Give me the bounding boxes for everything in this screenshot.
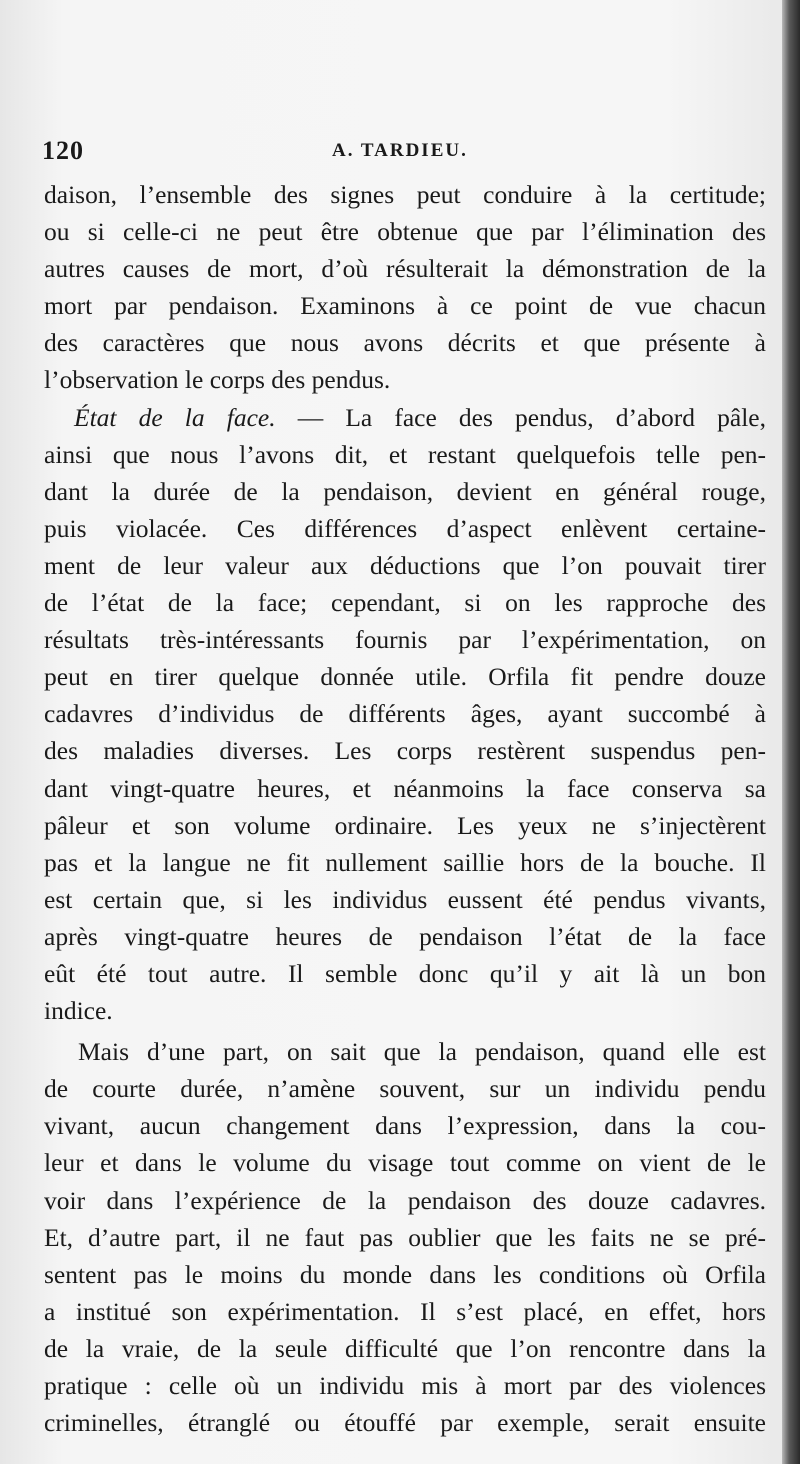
page-header bbox=[42, 136, 762, 172]
text-line: est certain que, si les individus eussent été pendus vivants, bbox=[44, 884, 766, 914]
text-line: ou si celle-ci ne peut être obtenue que par l’élimination des bbox=[44, 217, 766, 247]
text-line: mort par pendaison. Examinons à ce point de vue chacun bbox=[44, 291, 766, 321]
text-line: pas et la langue ne fit nullement saillie hors de la bouche. Il bbox=[44, 847, 766, 877]
page-edge-shadow bbox=[782, 0, 800, 1464]
text-line: criminelles, étranglé ou étouffé par exemple, serait ensuite bbox=[44, 1408, 766, 1438]
text-line: puis violacée. Ces différences d’aspect enlèvent certaine- bbox=[44, 513, 766, 543]
text-line: de courte durée, n’amène souvent, sur un individu pendu bbox=[44, 1074, 766, 1104]
text-line: dant vingt-quatre heures, et néanmoins la face conserva sa bbox=[44, 773, 766, 803]
text-line: de la vraie, de la seule difficulté que l’on rencontre dans la bbox=[44, 1333, 766, 1363]
text-line: eût été tout autre. Il semble donc qu’il y ait là un bon bbox=[44, 958, 766, 988]
text-line: pratique : celle où un individu mis à mort par des violences bbox=[44, 1371, 766, 1400]
text-line: ainsi que nous l’avons dit, et restant quelquefois telle pen- bbox=[44, 439, 766, 469]
text-line: sentent pas le moins du monde dans les conditions où Orfila bbox=[44, 1259, 766, 1289]
text-line: dant la durée de la pendaison, devient en général rouge, bbox=[44, 476, 766, 506]
text-line: vivant, aucun changement dans l’expression, dans la cou- bbox=[44, 1111, 766, 1141]
text-line: peut en tirer quelque donnée utile. Orfila fit pendre douze bbox=[44, 662, 766, 692]
text-line: voir dans l’expérience de la pendaison des douze cadavres. bbox=[44, 1185, 766, 1215]
text-line: des maladies diverses. Les corps restèrent suspendus pen- bbox=[44, 736, 766, 766]
text-fragment: — La face des pendus, d’abord pâle, bbox=[297, 402, 766, 432]
text-line: après vingt-quatre heures de pendaison l’état de la face bbox=[44, 921, 766, 951]
text-line: indice. bbox=[44, 996, 113, 1026]
paragraph-first-line bbox=[44, 399, 766, 436]
body-text bbox=[44, 176, 766, 1441]
text-line: daison, l’ensemble des signes peut conduire à la certitude; bbox=[44, 180, 766, 209]
text-line: ment de leur valeur aux déductions que l’on pouvait tirer bbox=[44, 550, 766, 580]
text-line: Mais d’une part, on sait que la pendaison, quand elle est bbox=[78, 1037, 766, 1067]
text-line: a institué son expérimentation. Il s’est placé, en effet, hors bbox=[44, 1296, 766, 1326]
text-line: Et, d’autre part, il ne faut pas oublier que les faits ne se pré- bbox=[44, 1222, 766, 1252]
section-heading: État de la face. bbox=[74, 402, 276, 432]
text-line: pâleur et son volume ordinaire. Les yeux ne s’injectèrent bbox=[44, 810, 766, 840]
running-head: A. TARDIEU. bbox=[332, 140, 468, 161]
text-line: l’observation le corps des pendus. bbox=[44, 365, 391, 395]
text-line: résultats très-intéressants fournis par l’expérimentation, on bbox=[44, 625, 766, 655]
text-line: des caractères que nous avons décrits et que présente à bbox=[44, 328, 766, 358]
text-line: de l’état de la face; cependant, si on les rapproche des bbox=[44, 588, 766, 618]
page-number: 120 bbox=[42, 136, 84, 165]
text-line: cadavres d’individus de différents âges, ayant succombé à bbox=[44, 699, 766, 729]
text-line: autres causes de mort, d’où résulterait la démonstration de la bbox=[44, 254, 766, 284]
text-line: leur et dans le volume du visage tout comme on vient de le bbox=[44, 1148, 766, 1178]
